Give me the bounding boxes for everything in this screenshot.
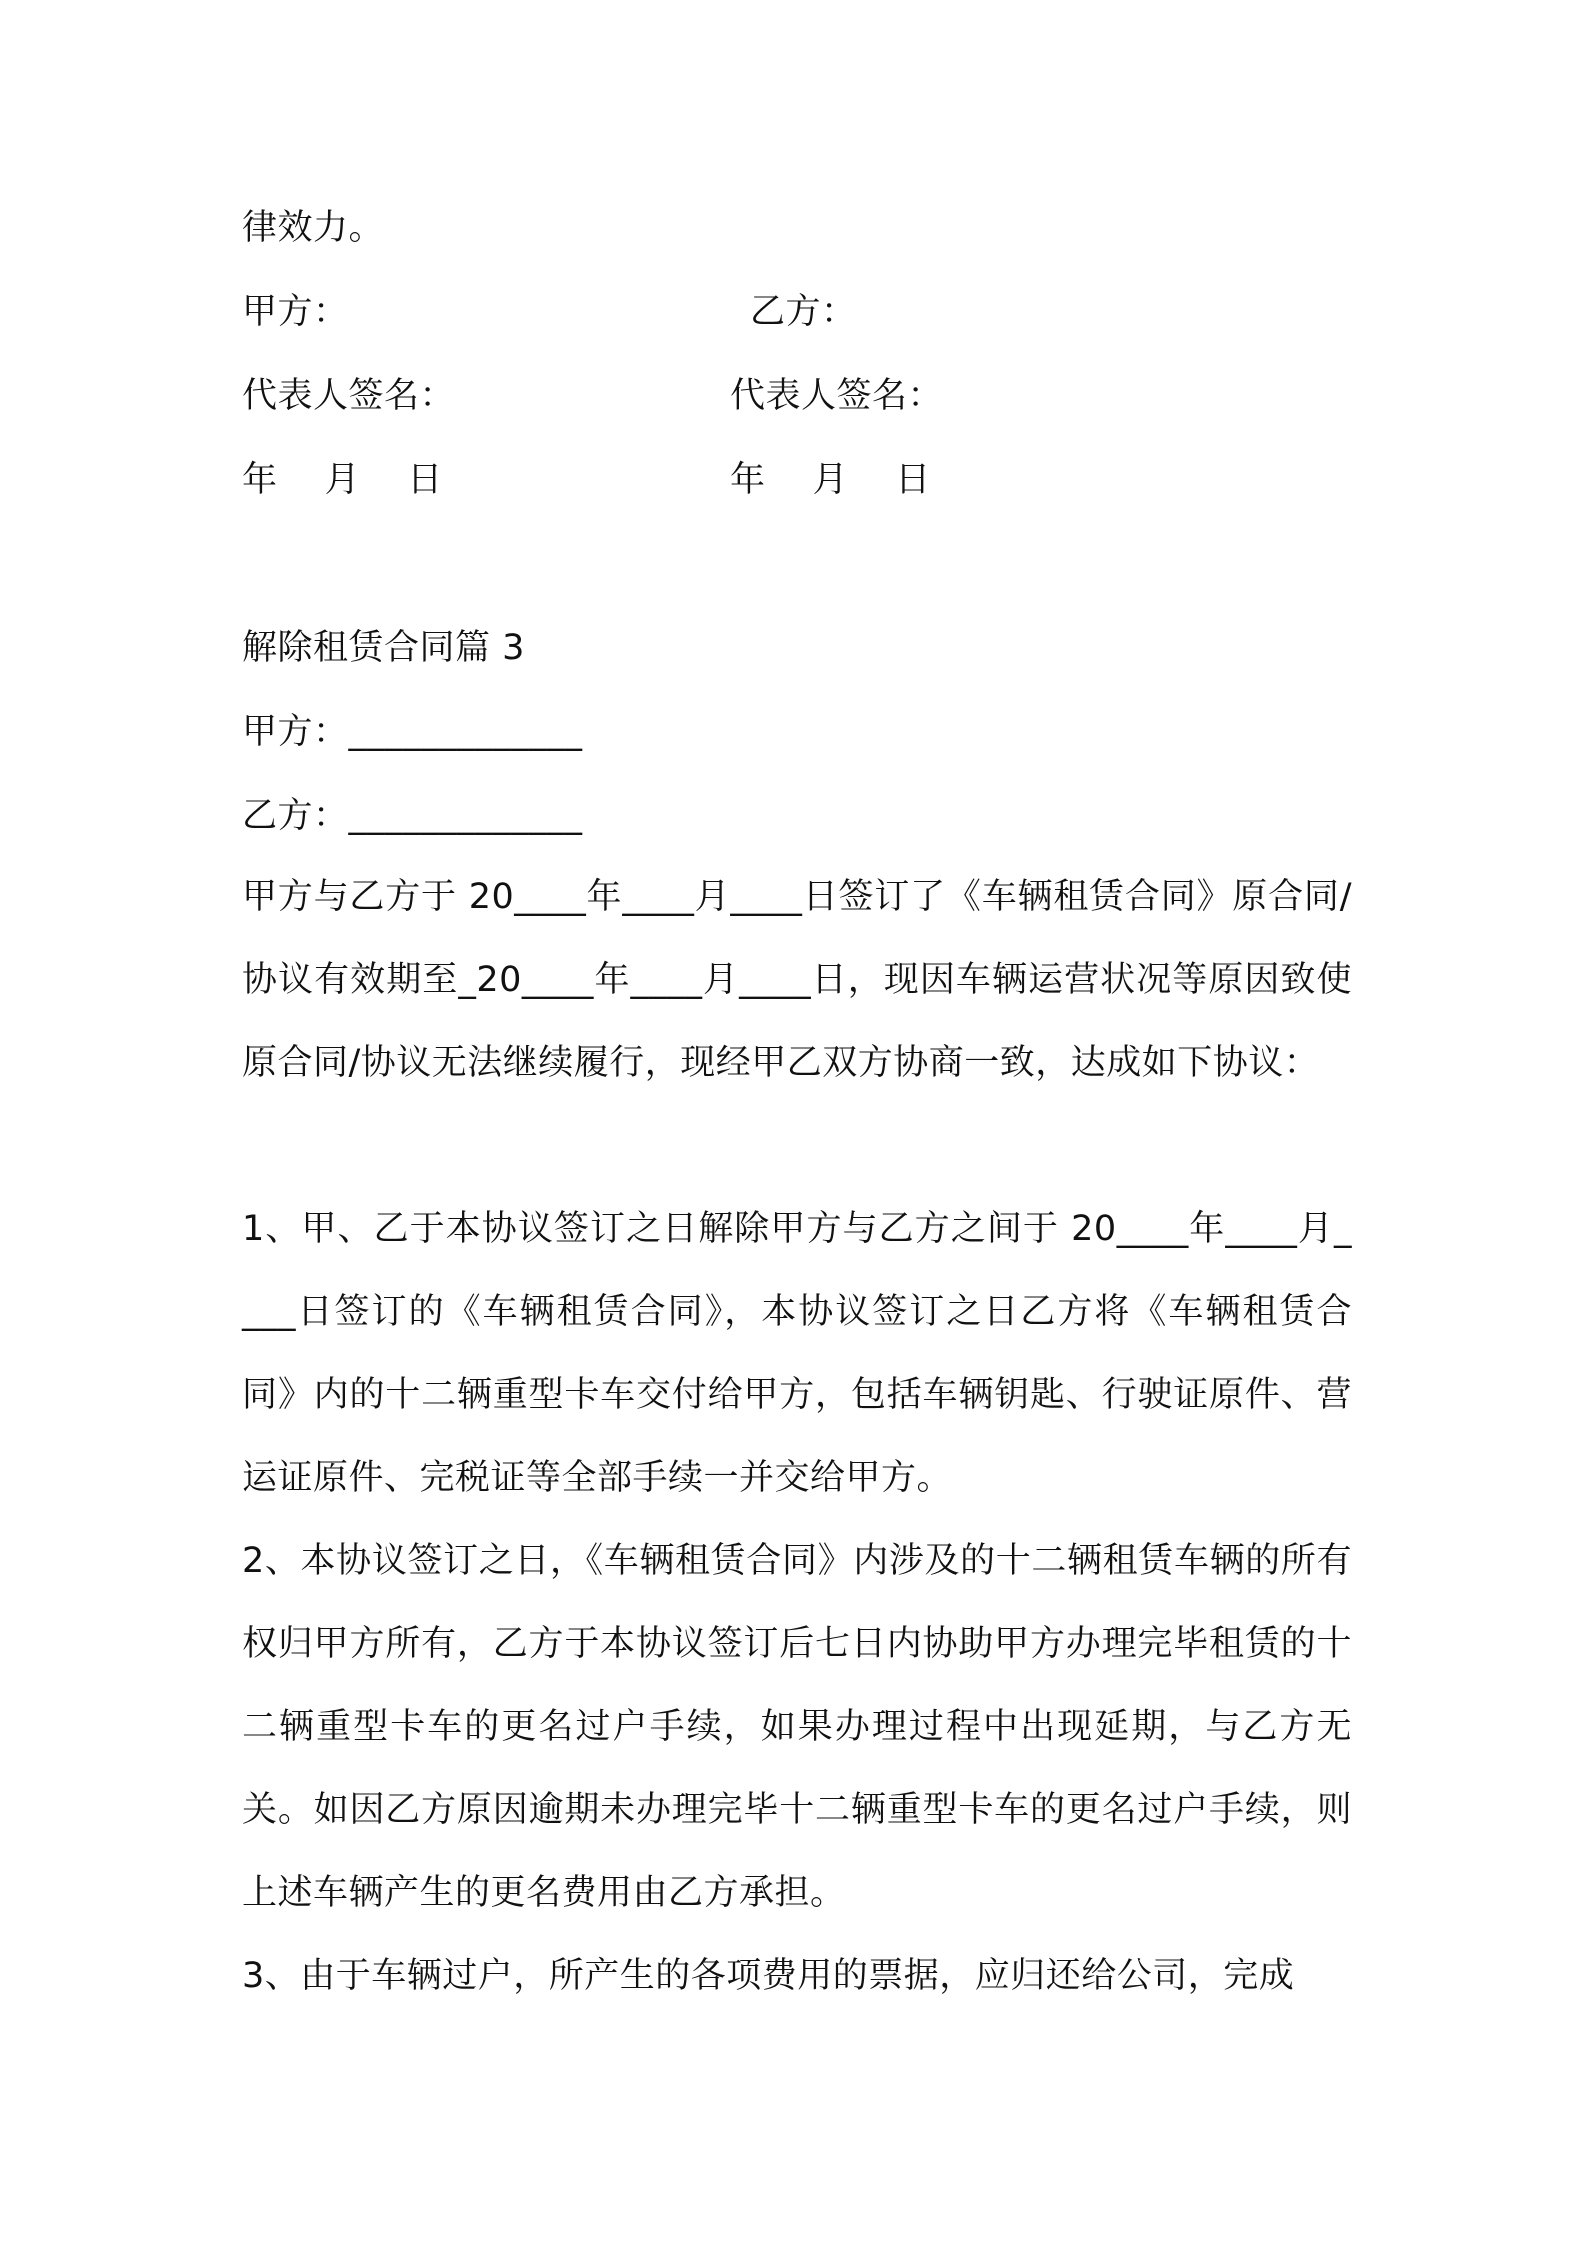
party-b-representative-sign: 代表人签名： [730, 376, 944, 416]
intro-paragraph: 甲方与乙方于 20____年____月____日签订了《车辆租赁合同》原合同/协议有效期至_20____年____月____日，现因车辆运营状况等原因致使原合同/协议无法继续履行，现经甲乙双方协商一致，达成如下协议： [242, 877, 1352, 1083]
clause-1: 1、甲、乙于本协议签订之日解除甲方与乙方之间于 20____年____月____日签订的《车辆租赁合同》，本协议签订之日乙方将《车辆租赁合同》内的十二辆重型卡车交付给甲方，包括车辆钥匙、行驶证原件、营运证原件、完税证等全部手续一并交给甲方。 [242, 1209, 1352, 1498]
continuation-text: 律效力。 [242, 208, 385, 248]
clause-3: 3、由于车辆过户，所产生的各项费用的票据，应归还给公司，完成 [242, 1956, 1295, 1996]
party-b-sign-label: 乙方： [750, 292, 857, 332]
party-a-line: 甲方：_____________ [242, 712, 583, 752]
party-a-sign-label: 甲方： [242, 292, 349, 332]
clause-2: 2、本协议签订之日，《车辆租赁合同》内涉及的十二辆租赁车辆的所有权归甲方所有，乙方于本协议签订后七日内协助甲方办理完毕租赁的十二辆重型卡车的更名过户手续，如果办理过程中出现延期，与乙方无关。如因乙方原因逾期未办理完毕十二辆重型卡车的更名过户手续，则上述车辆产生的更名费用由乙方承担。 [242, 1541, 1352, 1913]
party-a-date: 年 月 日 [242, 460, 443, 500]
party-a-representative-sign: 代表人签名： [242, 376, 456, 416]
party-b-date: 年 月 日 [730, 460, 931, 500]
party-b-line: 乙方：_____________ [242, 796, 583, 836]
section-title: 解除租赁合同篇 3 [242, 628, 525, 668]
